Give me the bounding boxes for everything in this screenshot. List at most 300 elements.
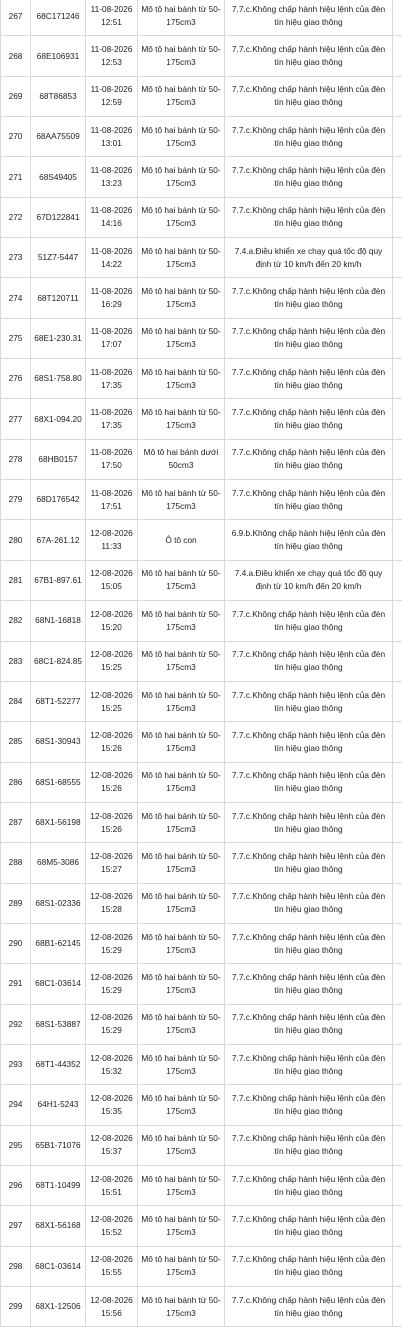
violation-time: 12:59 xyxy=(101,97,122,108)
row-number: 276 xyxy=(0,359,30,398)
violation-description xyxy=(224,238,393,277)
violation-description xyxy=(224,763,393,802)
row-number: 298 xyxy=(0,1247,30,1286)
vehicle-type xyxy=(137,601,224,640)
table-row xyxy=(0,884,402,924)
violation-date: 12-08-2026 xyxy=(90,931,133,942)
violation-datetime xyxy=(85,278,137,317)
violation-time: 15:29 xyxy=(101,984,122,995)
table-row xyxy=(0,480,402,520)
violation-datetime xyxy=(85,117,137,156)
license-plate: 68T1-10499 xyxy=(30,1166,85,1205)
table-row xyxy=(0,77,402,117)
violation-text: 7.7.c.Không chấp hành hiệu lệnh của đèn tín hiệu giao thông xyxy=(231,447,386,471)
row-number: 282 xyxy=(0,601,30,640)
table-row xyxy=(0,36,402,76)
vehicle-type xyxy=(137,1247,224,1286)
license-plate: 67B1-897.61 xyxy=(30,561,85,600)
violation-datetime xyxy=(85,924,137,963)
violation-text: 7.7.c.Không chấp hành hiệu lệnh của đèn tín hiệu giao thông xyxy=(231,407,386,431)
violation-date: 12-08-2026 xyxy=(90,689,133,700)
table-row xyxy=(0,763,402,803)
violation-text: 7.7.c.Không chấp hành hiệu lệnh của đèn tín hiệu giao thông xyxy=(231,165,386,189)
violation-description xyxy=(224,1247,393,1286)
row-number: 283 xyxy=(0,642,30,681)
violation-text: 7.4.a.Điều khiển xe chạy quá tốc độ quy định từ 10 km/h đến 20 km/h xyxy=(234,245,383,269)
violation-time: 15:56 xyxy=(101,1307,122,1318)
violation-date: 12-08-2026 xyxy=(90,891,133,902)
violation-text: 7.7.c.Không chấp hành hiệu lệnh của đèn tín hiệu giao thông xyxy=(231,810,386,834)
row-number: 285 xyxy=(0,722,30,761)
violation-datetime xyxy=(85,77,137,116)
violation-date: 11-08-2026 xyxy=(90,447,133,458)
violation-description xyxy=(224,803,393,842)
violation-date: 12-08-2026 xyxy=(90,528,133,539)
vehicle-type xyxy=(137,843,224,882)
violation-text: 7.7.c.Không chấp hành hiệu lệnh của đèn tín hiệu giao thông xyxy=(231,891,386,915)
violation-date: 12-08-2026 xyxy=(90,1254,133,1265)
vehicle-type xyxy=(137,319,224,358)
violation-datetime xyxy=(85,520,137,559)
license-plate: 68C1-03614 xyxy=(30,964,85,1003)
violation-datetime xyxy=(85,803,137,842)
table-row xyxy=(0,278,402,318)
table-row xyxy=(0,117,402,157)
violation-time: 17:35 xyxy=(101,420,122,431)
violation-datetime xyxy=(85,1085,137,1124)
license-plate: 68S1-758.80 xyxy=(30,359,85,398)
violation-description xyxy=(224,601,393,640)
vehicle-type xyxy=(137,399,224,438)
violation-text: 7.7.c.Không chấp hành hiệu lệnh của đèn tín hiệu giao thông xyxy=(231,1133,386,1157)
vehicle-type xyxy=(137,1085,224,1124)
violation-description xyxy=(224,0,393,35)
violation-datetime xyxy=(85,157,137,196)
violation-datetime xyxy=(85,601,137,640)
violation-time: 15:29 xyxy=(101,1025,122,1036)
violation-description xyxy=(224,399,393,438)
vehicle-type xyxy=(137,763,224,802)
violation-time: 15:32 xyxy=(101,1065,122,1076)
row-number: 268 xyxy=(0,36,30,75)
vehicle-type-text: Mô tô hai bánh từ 50-175cm3 xyxy=(141,487,221,511)
license-plate: 68AA75509 xyxy=(30,117,85,156)
violation-time: 15:35 xyxy=(101,1105,122,1116)
row-number: 273 xyxy=(0,238,30,277)
violation-datetime xyxy=(85,238,137,277)
violation-text: 7.7.c.Không chấp hành hiệu lệnh của đèn tín hiệu giao thông xyxy=(231,1294,386,1318)
violation-description xyxy=(224,1045,393,1084)
violation-time: 15:25 xyxy=(101,702,122,713)
violation-text: 7.7.c.Không chấp hành hiệu lệnh của đèn tín hiệu giao thông xyxy=(231,971,386,995)
vehicle-type xyxy=(137,0,224,35)
violation-date: 11-08-2026 xyxy=(90,205,133,216)
violation-date: 11-08-2026 xyxy=(90,407,133,418)
row-number: 287 xyxy=(0,803,30,842)
table-row xyxy=(0,561,402,601)
vehicle-type xyxy=(137,1206,224,1245)
table-row xyxy=(0,198,402,238)
row-number: 289 xyxy=(0,884,30,923)
vehicle-type xyxy=(137,964,224,1003)
violation-date: 12-08-2026 xyxy=(90,810,133,821)
vehicle-type xyxy=(137,440,224,479)
vehicle-type xyxy=(137,359,224,398)
license-plate: 68D176542 xyxy=(30,480,85,519)
row-number: 292 xyxy=(0,1005,30,1044)
vehicle-type-text: Mô tô hai bánh từ 50-175cm3 xyxy=(141,689,221,713)
license-plate: 68B1-62145 xyxy=(30,924,85,963)
vehicle-type-text: Mô tô hai bánh từ 50-175cm3 xyxy=(141,729,221,753)
violation-time: 15:26 xyxy=(101,823,122,834)
violation-datetime xyxy=(85,319,137,358)
row-number: 278 xyxy=(0,440,30,479)
table-row xyxy=(0,682,402,722)
violation-datetime xyxy=(85,359,137,398)
vehicle-type xyxy=(137,803,224,842)
violation-time: 15:26 xyxy=(101,783,122,794)
license-plate: 68E106931 xyxy=(30,36,85,75)
violation-datetime xyxy=(85,1045,137,1084)
vehicle-type-text: Mô tô hai bánh từ 50-175cm3 xyxy=(141,165,221,189)
table-row xyxy=(0,359,402,399)
vehicle-type-text: Mô tô hai bánh từ 50-175cm3 xyxy=(141,810,221,834)
violation-datetime xyxy=(85,399,137,438)
license-plate: 68T1-52277 xyxy=(30,682,85,721)
vehicle-type-text: Mô tô hai bánh từ 50-175cm3 xyxy=(141,286,221,310)
license-plate: 68X1-56198 xyxy=(30,803,85,842)
row-number: 270 xyxy=(0,117,30,156)
violation-text: 7.4.a.Điều khiển xe chạy quá tốc độ quy định từ 10 km/h đến 20 km/h xyxy=(234,568,383,592)
row-number: 294 xyxy=(0,1085,30,1124)
vehicle-type-text: Mô tô hai bánh từ 50-175cm3 xyxy=(141,4,221,28)
license-plate: 68S1-30943 xyxy=(30,722,85,761)
table-row xyxy=(0,1045,402,1085)
violation-date: 12-08-2026 xyxy=(90,1052,133,1063)
vehicle-type-text: Mô tô hai bánh từ 50-175cm3 xyxy=(141,891,221,915)
violation-datetime xyxy=(85,763,137,802)
violation-time: 17:50 xyxy=(101,460,122,471)
violation-date: 12-08-2026 xyxy=(90,1092,133,1103)
violation-date: 12-08-2026 xyxy=(90,608,133,619)
vehicle-type-text: Mô tô hai bánh từ 50-175cm3 xyxy=(141,1254,221,1278)
violation-text: 7.7.c.Không chấp hành hiệu lệnh của đèn tín hiệu giao thông xyxy=(231,689,386,713)
violation-time: 15:05 xyxy=(101,581,122,592)
vehicle-type-text: Mô tô hai bánh từ 50-175cm3 xyxy=(141,1133,221,1157)
license-plate: 68C171246 xyxy=(30,0,85,35)
row-number: 280 xyxy=(0,520,30,559)
violation-time: 15:27 xyxy=(101,863,122,874)
vehicle-type-text: Mô tô hai bánh từ 50-175cm3 xyxy=(141,931,221,955)
violation-datetime xyxy=(85,1005,137,1044)
violation-text: 7.7.c.Không chấp hành hiệu lệnh của đèn tín hiệu giao thông xyxy=(231,1012,386,1036)
violation-date: 12-08-2026 xyxy=(90,1294,133,1305)
table-row xyxy=(0,399,402,439)
table-row xyxy=(0,0,402,36)
row-number: 296 xyxy=(0,1166,30,1205)
violation-date: 12-08-2026 xyxy=(90,971,133,982)
vehicle-type xyxy=(137,36,224,75)
violation-date: 11-08-2026 xyxy=(90,286,133,297)
license-plate: 68X1-56168 xyxy=(30,1206,85,1245)
violation-time: 13:23 xyxy=(101,178,122,189)
violation-description xyxy=(224,77,393,116)
row-number: 295 xyxy=(0,1126,30,1165)
violation-time: 17:07 xyxy=(101,339,122,350)
vehicle-type xyxy=(137,480,224,519)
violation-date: 12-08-2026 xyxy=(90,1173,133,1184)
license-plate: 65B1-71076 xyxy=(30,1126,85,1165)
row-number: 286 xyxy=(0,763,30,802)
violation-text: 7.7.c.Không chấp hành hiệu lệnh của đèn tín hiệu giao thông xyxy=(231,84,386,108)
violation-text: 7.7.c.Không chấp hành hiệu lệnh của đèn tín hiệu giao thông xyxy=(231,286,386,310)
violation-description xyxy=(224,964,393,1003)
violation-description xyxy=(224,924,393,963)
violation-description xyxy=(224,722,393,761)
violation-time: 15:29 xyxy=(101,944,122,955)
violation-time: 16:29 xyxy=(101,299,122,310)
violation-datetime xyxy=(85,0,137,35)
violation-text: 6.9.b.Không chấp hành hiệu lệnh của đèn tín hiệu giao thông xyxy=(231,528,386,552)
violation-datetime xyxy=(85,1287,137,1326)
violation-date: 11-08-2026 xyxy=(90,44,133,55)
table-row xyxy=(0,319,402,359)
row-number: 275 xyxy=(0,319,30,358)
table-row xyxy=(0,1287,402,1327)
violation-time: 15:51 xyxy=(101,1186,122,1197)
violation-datetime xyxy=(85,1126,137,1165)
row-number: 293 xyxy=(0,1045,30,1084)
violation-datetime xyxy=(85,642,137,681)
violation-date: 11-08-2026 xyxy=(90,366,133,377)
vehicle-type-text: Mô tô hai bánh từ 50-175cm3 xyxy=(141,245,221,269)
table-row xyxy=(0,642,402,682)
violation-time: 14:22 xyxy=(101,258,122,269)
violation-date: 11-08-2026 xyxy=(90,245,133,256)
violation-description xyxy=(224,1287,393,1326)
vehicle-type-text: Mô tô hai bánh từ 50-175cm3 xyxy=(141,770,221,794)
table-row xyxy=(0,238,402,278)
violation-time: 17:51 xyxy=(101,500,122,511)
vehicle-type xyxy=(137,157,224,196)
license-plate: 67D122841 xyxy=(30,198,85,237)
violation-datetime xyxy=(85,1206,137,1245)
row-number: 291 xyxy=(0,964,30,1003)
violation-datetime xyxy=(85,722,137,761)
license-plate: 68E1-230.31 xyxy=(30,319,85,358)
table-row xyxy=(0,924,402,964)
vehicle-type xyxy=(137,198,224,237)
license-plate: 68M5-3086 xyxy=(30,843,85,882)
violation-date: 12-08-2026 xyxy=(90,850,133,861)
violation-datetime xyxy=(85,1166,137,1205)
license-plate: 68C1-824.85 xyxy=(30,642,85,681)
row-number: 274 xyxy=(0,278,30,317)
license-plate: 51Z7-5447 xyxy=(30,238,85,277)
vehicle-type xyxy=(137,1005,224,1044)
vehicle-type xyxy=(137,1287,224,1326)
vehicle-type-text: Mô tô hai bánh từ 50-175cm3 xyxy=(141,1012,221,1036)
violation-text: 7.7.c.Không chấp hành hiệu lệnh của đèn tín hiệu giao thông xyxy=(231,4,386,28)
violation-time: 17:35 xyxy=(101,379,122,390)
license-plate: 68X1-12506 xyxy=(30,1287,85,1326)
violation-datetime xyxy=(85,1247,137,1286)
license-plate: 68T86853 xyxy=(30,77,85,116)
violation-description xyxy=(224,278,393,317)
violation-text: 7.7.c.Không chấp hành hiệu lệnh của đèn tín hiệu giao thông xyxy=(231,608,386,632)
violation-date: 11-08-2026 xyxy=(90,84,133,95)
violation-date: 12-08-2026 xyxy=(90,1012,133,1023)
license-plate: 68HB0157 xyxy=(30,440,85,479)
violation-time: 11:33 xyxy=(101,541,122,552)
vehicle-type-text: Mô tô hai bánh từ 50-175cm3 xyxy=(141,1052,221,1076)
violation-description xyxy=(224,117,393,156)
violation-datetime xyxy=(85,36,137,75)
violation-date: 11-08-2026 xyxy=(90,4,133,15)
vehicle-type-text: Mô tô hai bánh từ 50-175cm3 xyxy=(141,608,221,632)
vehicle-type xyxy=(137,722,224,761)
violation-date: 11-08-2026 xyxy=(90,326,133,337)
vehicle-type-text: Mô tô hai bánh từ 50-175cm3 xyxy=(141,1213,221,1237)
violation-text: 7.7.c.Không chấp hành hiệu lệnh của đèn tín hiệu giao thông xyxy=(231,1092,386,1116)
violation-time: 12:53 xyxy=(101,57,122,68)
vehicle-type-text: Mô tô hai bánh từ 50-175cm3 xyxy=(141,366,221,390)
table-row xyxy=(0,440,402,480)
violation-description xyxy=(224,440,393,479)
row-number: 277 xyxy=(0,399,30,438)
vehicle-type-text: Mô tô hai bánh từ 50-175cm3 xyxy=(141,407,221,431)
license-plate: 68T120711 xyxy=(30,278,85,317)
violation-time: 15:52 xyxy=(101,1226,122,1237)
violation-datetime xyxy=(85,964,137,1003)
violation-description xyxy=(224,319,393,358)
violation-description xyxy=(224,561,393,600)
violation-description xyxy=(224,1126,393,1165)
violation-description xyxy=(224,157,393,196)
violation-description xyxy=(224,36,393,75)
row-number: 267 xyxy=(0,0,30,35)
table-row xyxy=(0,843,402,883)
violation-datetime xyxy=(85,561,137,600)
violation-time: 15:55 xyxy=(101,1267,122,1278)
vehicle-type xyxy=(137,278,224,317)
vehicle-type xyxy=(137,238,224,277)
violation-text: 7.7.c.Không chấp hành hiệu lệnh của đèn tín hiệu giao thông xyxy=(231,729,386,753)
row-number: 290 xyxy=(0,924,30,963)
vehicle-type xyxy=(137,1045,224,1084)
violation-text: 7.7.c.Không chấp hành hiệu lệnh của đèn tín hiệu giao thông xyxy=(231,1213,386,1237)
row-number: 269 xyxy=(0,77,30,116)
violation-datetime xyxy=(85,198,137,237)
violation-text: 7.7.c.Không chấp hành hiệu lệnh của đèn tín hiệu giao thông xyxy=(231,326,386,350)
license-plate: 68T1-44352 xyxy=(30,1045,85,1084)
table-row xyxy=(0,1085,402,1125)
violation-description xyxy=(224,359,393,398)
license-plate: 67A-261.12 xyxy=(30,520,85,559)
row-number: 284 xyxy=(0,682,30,721)
vehicle-type-text: Ô tô con xyxy=(165,534,197,545)
table-row xyxy=(0,803,402,843)
violation-text: 7.7.c.Không chấp hành hiệu lệnh của đèn tín hiệu giao thông xyxy=(231,1254,386,1278)
violation-time: 14:16 xyxy=(101,218,122,229)
license-plate: 68S1-68555 xyxy=(30,763,85,802)
table-row xyxy=(0,722,402,762)
violation-text: 7.7.c.Không chấp hành hiệu lệnh của đèn tín hiệu giao thông xyxy=(231,487,386,511)
license-plate: 68S1-53887 xyxy=(30,1005,85,1044)
violation-text: 7.7.c.Không chấp hành hiệu lệnh của đèn tín hiệu giao thông xyxy=(231,124,386,148)
violation-time: 15:28 xyxy=(101,904,122,915)
vehicle-type-text: Mô tô hai bánh từ 50-175cm3 xyxy=(141,971,221,995)
vehicle-type xyxy=(137,682,224,721)
violation-date: 12-08-2026 xyxy=(90,729,133,740)
row-number: 279 xyxy=(0,480,30,519)
violation-description xyxy=(224,1206,393,1245)
violation-date: 11-08-2026 xyxy=(90,124,133,135)
violation-text: 7.7.c.Không chấp hành hiệu lệnh của đèn tín hiệu giao thông xyxy=(231,366,386,390)
vehicle-type-text: Mô tô hai bánh từ 50-175cm3 xyxy=(141,326,221,350)
row-number: 272 xyxy=(0,198,30,237)
violation-datetime xyxy=(85,884,137,923)
vehicle-type-text: Mô tô hai bánh từ 50-175cm3 xyxy=(141,1092,221,1116)
violation-time: 15:37 xyxy=(101,1146,122,1157)
violation-text: 7.7.c.Không chấp hành hiệu lệnh của đèn tín hiệu giao thông xyxy=(231,649,386,673)
violation-description xyxy=(224,520,393,559)
vehicle-type xyxy=(137,77,224,116)
violation-time: 15:25 xyxy=(101,662,122,673)
license-plate: 68X1-094.20 xyxy=(30,399,85,438)
violation-text: 7.7.c.Không chấp hành hiệu lệnh của đèn tín hiệu giao thông xyxy=(231,205,386,229)
violation-text: 7.7.c.Không chấp hành hiệu lệnh của đèn tín hiệu giao thông xyxy=(231,850,386,874)
violation-text: 7.7.c.Không chấp hành hiệu lệnh của đèn tín hiệu giao thông xyxy=(231,1052,386,1076)
violation-time: 15:20 xyxy=(101,621,122,632)
violation-datetime xyxy=(85,440,137,479)
violation-date: 11-08-2026 xyxy=(90,165,133,176)
table-row xyxy=(0,1247,402,1287)
violation-text: 7.7.c.Không chấp hành hiệu lệnh của đèn tín hiệu giao thông xyxy=(231,44,386,68)
table-row xyxy=(0,1005,402,1045)
vehicle-type xyxy=(137,1126,224,1165)
violation-text: 7.7.c.Không chấp hành hiệu lệnh của đèn tín hiệu giao thông xyxy=(231,1173,386,1197)
violation-datetime xyxy=(85,682,137,721)
vehicle-type-text: Mô tô hai bánh từ 50-175cm3 xyxy=(141,205,221,229)
violation-description xyxy=(224,843,393,882)
vehicle-type xyxy=(137,561,224,600)
vehicle-type-text: Mô tô hai bánh từ 50-175cm3 xyxy=(141,1294,221,1318)
license-plate: 68C1-03614 xyxy=(30,1247,85,1286)
violation-datetime xyxy=(85,480,137,519)
vehicle-type-text: Mô tô hai bánh từ 50-175cm3 xyxy=(141,568,221,592)
violation-description xyxy=(224,1005,393,1044)
license-plate: 68S49405 xyxy=(30,157,85,196)
violation-description xyxy=(224,642,393,681)
violation-description xyxy=(224,480,393,519)
violation-description xyxy=(224,1166,393,1205)
vehicle-type-text: Mô tô hai bánh từ 50-175cm3 xyxy=(141,850,221,874)
table-row xyxy=(0,1206,402,1246)
violation-datetime xyxy=(85,843,137,882)
table-row xyxy=(0,1126,402,1166)
violation-text: 7.7.c.Không chấp hành hiệu lệnh của đèn tín hiệu giao thông xyxy=(231,770,386,794)
row-number: 281 xyxy=(0,561,30,600)
vehicle-type xyxy=(137,117,224,156)
violation-time: 15:26 xyxy=(101,742,122,753)
vehicle-type xyxy=(137,642,224,681)
violation-description xyxy=(224,682,393,721)
license-plate: 68N1-16818 xyxy=(30,601,85,640)
vehicle-type-text: Mô tô hai bánh từ 50-175cm3 xyxy=(141,44,221,68)
vehicle-type xyxy=(137,1166,224,1205)
violation-date: 12-08-2026 xyxy=(90,568,133,579)
